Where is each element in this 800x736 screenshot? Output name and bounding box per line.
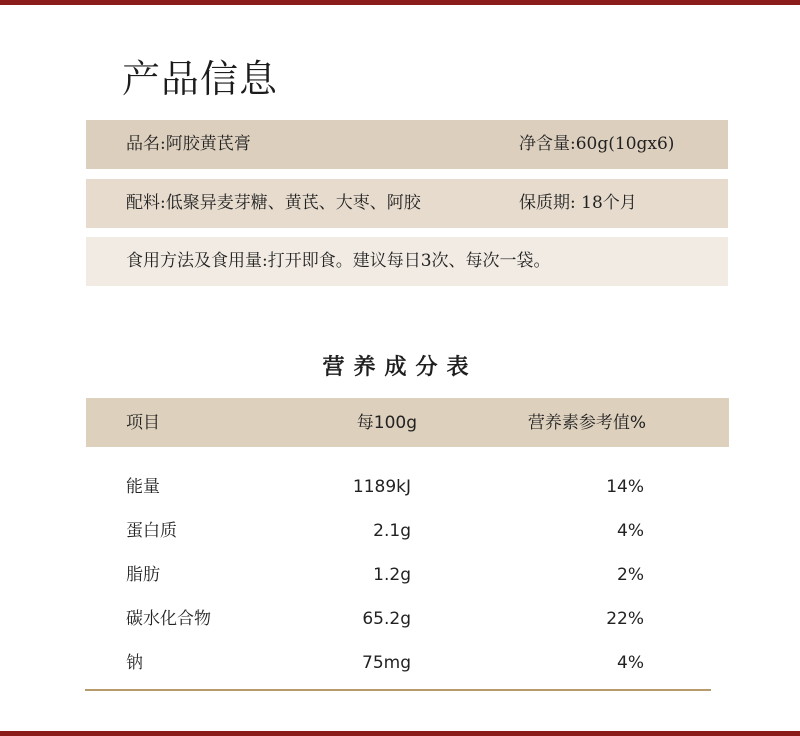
header-per100g: 每100g <box>356 413 417 433</box>
product-name: 品名:阿胶黄芪膏 <box>126 134 251 154</box>
row-nrv: 14% <box>606 477 644 497</box>
row-per100g: 65.2g <box>362 609 411 629</box>
row-nrv: 4% <box>617 653 644 673</box>
row-nrv: 2% <box>617 565 644 585</box>
info-row-name <box>86 120 728 169</box>
table-row <box>86 597 729 641</box>
row-item: 能量 <box>126 477 160 497</box>
header-item: 项目 <box>126 413 160 433</box>
row-nrv: 22% <box>606 609 644 629</box>
table-row <box>86 553 729 597</box>
nutrition-table-body <box>86 465 729 685</box>
table-bottom-rule <box>85 689 711 691</box>
bottom-accent-bar <box>0 731 800 736</box>
top-accent-bar <box>0 0 800 5</box>
row-per100g: 75mg <box>362 653 411 673</box>
info-row-usage <box>86 237 728 286</box>
row-item: 钠 <box>126 653 143 673</box>
table-row <box>86 465 729 509</box>
row-per100g: 1189kJ <box>352 477 411 497</box>
page-title: 产品信息 <box>122 57 279 101</box>
nutrition-table-header <box>86 398 729 447</box>
usage-instructions: 食用方法及食用量:打开即食。建议每日3次、每次一袋。 <box>126 251 551 271</box>
row-nrv: 4% <box>617 521 644 541</box>
nutrition-title: 营养成分表 <box>322 355 478 380</box>
table-row <box>86 509 729 553</box>
table-row <box>86 641 729 685</box>
header-nrv: 营养素参考值% <box>527 413 646 433</box>
row-item: 碳水化合物 <box>126 609 211 629</box>
row-per100g: 1.2g <box>373 565 411 585</box>
net-content: 净含量:60g(10gx6) <box>519 134 675 154</box>
info-row-ingredients <box>86 179 728 228</box>
row-item: 脂肪 <box>126 565 160 585</box>
ingredients: 配料:低聚异麦芽糖、黄芪、大枣、阿胶 <box>126 193 421 213</box>
row-item: 蛋白质 <box>126 521 177 541</box>
row-per100g: 2.1g <box>373 521 411 541</box>
shelf-life: 保质期: 18个月 <box>519 193 637 213</box>
